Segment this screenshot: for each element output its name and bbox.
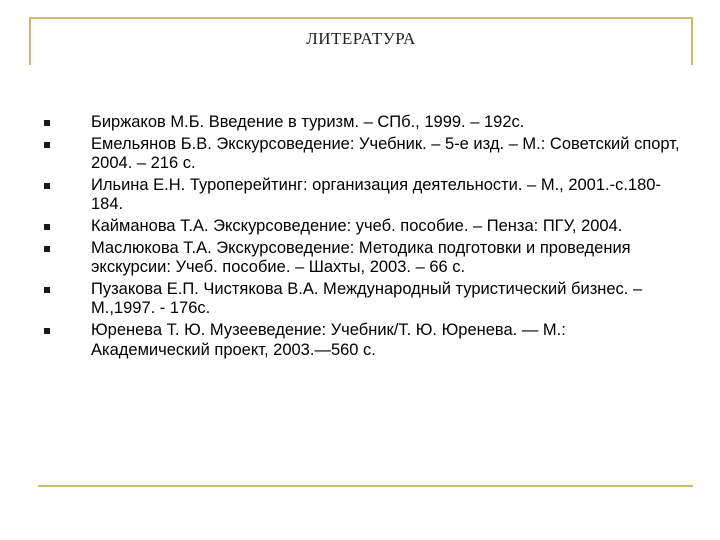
list-item-text: Емельянов Б.В. Экскурсоведение: Учебник. – 5-е изд. – М.: Советский спорт, 2004. – 216 с. — [91, 134, 680, 173]
frame-top-line — [29, 17, 693, 19]
frame-bottom-line — [38, 485, 693, 487]
square-bullet-icon — [44, 287, 50, 293]
square-bullet-icon — [44, 142, 50, 148]
list-item-text: Пузакова Е.П. Чистякова В.А. Международный туристический бизнес. – М.,1997. - 176с. — [91, 279, 643, 318]
list-item — [40, 176, 680, 215]
square-bullet-icon — [44, 224, 50, 230]
reference-list — [40, 113, 680, 362]
list-item — [40, 113, 680, 133]
list-item-text: Биржаков М.Б. Введение в туризм. – СПб., 1999. – 192с. — [91, 113, 525, 131]
square-bullet-icon — [44, 246, 50, 252]
list-item — [40, 321, 680, 360]
list-item — [40, 239, 680, 278]
square-bullet-icon — [44, 120, 50, 126]
square-bullet-icon — [44, 183, 50, 189]
list-item — [40, 280, 680, 319]
square-bullet-icon — [44, 328, 50, 334]
list-item-text: Ильина Е.Н. Туроперейтинг: организация деятельности. – М., 2001.-с.180-184. — [91, 175, 661, 214]
list-item — [40, 217, 680, 237]
list-item — [40, 135, 680, 174]
slide-title: ЛИТЕРАТУРА — [306, 29, 416, 48]
list-item-text: Кайманова Т.А. Экскурсоведение: учеб. пособие. – Пенза: ПГУ, 2004. — [91, 216, 623, 235]
list-item-text: Маслюкова Т.А. Экскурсоведение: Методика подготовки и проведения экскурсии: Учеб. пособие. – Шахты, 2003. – 66 с. — [91, 238, 631, 277]
list-item-text: Юренева Т. Ю. Музееведение: Учебник/Т. Ю. Юренева. — М.: Академический проект, 2003.—560 с. — [91, 320, 566, 359]
